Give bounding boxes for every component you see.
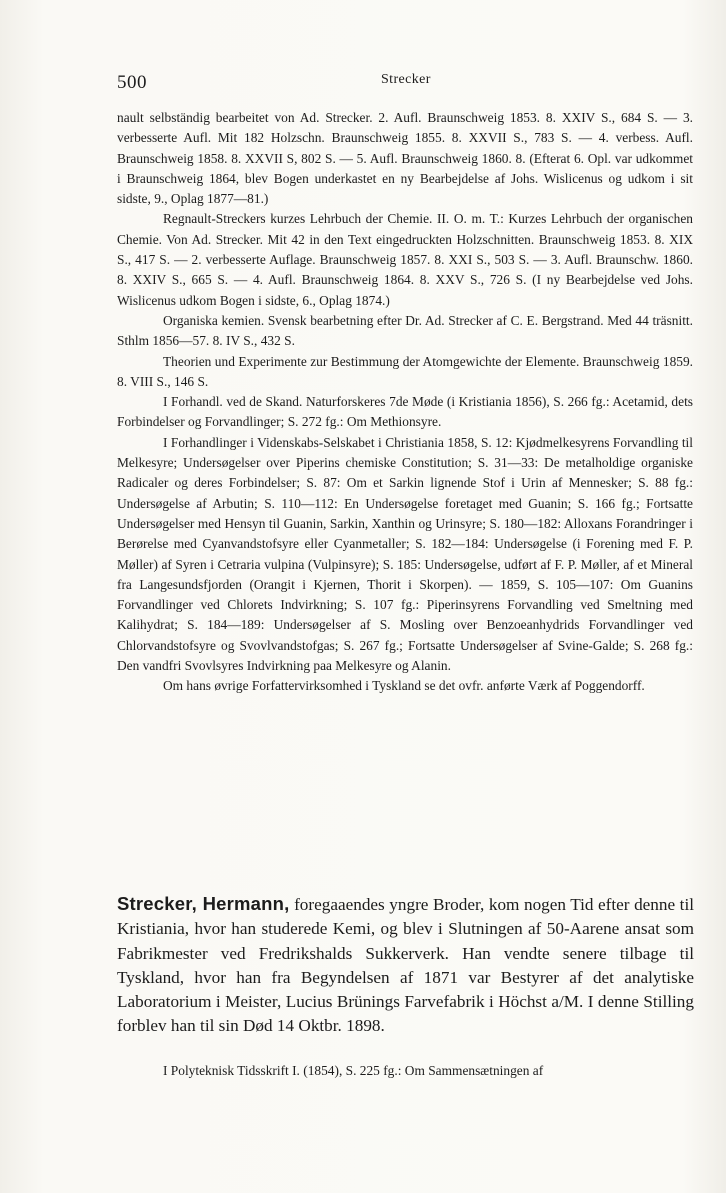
paragraph-theorien: Theorien und Experimente zur Bestimmung der Atomgewichte der Elemente. Braunschweig 1859. 8. VIII S., 146 S. [117, 353, 693, 389]
paragraph-lehrbuch: Regnault-Streckers kurzes Lehrbuch der Chemie. II. O. m. T.: Kurzes Lehrbuch der organischen Chemie. Von Ad. Strecker. Mit 42 in den Text eingedruckten Holzschnitten. Braunschweig 1853. 8. XIX S., 417 S. — 2. verbesserte Auflage. Braunschweig 1857. 8. XXI S., 503 S. — 3. Aufl. Braunschw. 1860. 8. XXIV S., 665 S. — 4. Aufl. Braunschweig 1864. 8. XXV S., 726 S. (I ny Bearbejdelse ved Johs. Wislicenus udkom Bogen i sidste, 6., Oplag 1874.) [117, 211, 693, 308]
page-number: 500 [117, 72, 147, 93]
page-header [117, 72, 692, 96]
paragraph-continuation: nault selbständig bearbeitet von Ad. Strecker. 2. Aufl. Braunschweig 1853. 8. XXIV S., 684 S. — 3. verbesserte Aufl. Mit 182 Holzschn. Braunschweig 1855. 8. XXVII S., 783 S. — 4. verbess. Aufl. Braunschweig 1858. 8. XXVII S, 802 S. — 5. Aufl. Braunschweig 1860. 8. (Efterat 6. Opl. var udkommet i Braunschweig 1864, blev Bogen underkastet en ny Bearbejdelse af Johs. Wislicenus og udkom i sit sidste, 9., Oplag 1877—81.) [117, 110, 693, 207]
paragraph-poggendorff: Om hans øvrige Forfattervirksomhed i Tyskland se det ovfr. anførte Værk af Poggendorff. [163, 678, 645, 694]
entry-heading: Strecker, Hermann, [117, 893, 290, 914]
paragraph-forhandlinger-videnskabs: I Forhandlinger i Videnskabs-Selskabet i Christiania 1858, S. 12: Kjødmelkesyrens Forvandling til Melkesyre; Undersøgelser over Piperins chemiske Constitution; S. 31—33: De metalholdige organiske Radicaler og deres Forbindelser; S. 87: Om et Sarkin lignende Stof i Urin af Mennesker; S. 88 fg.: Undersøgelse af Arbutin; S. 110—112: En Undersøgelse foretaget med Guanin; S. 166 fg.; Fortsatte Undersøgelser med Hensyn til Guanin, Sarkin, Xanthin og Urinsyre; S. 180—182: Alloxans Forandringer i Berørelse med Cyanvandstofsyre eller Cyanmetaller; S. 182—184: Undersøgelse (i Forening med F. P. Møller) af Syren i Cetraria vulpina (Vulpinsyre); S. 185: Undersøgelse, udført af F. P. Møller, af et Mineral fra Langesundsfjorden (Orangit i Kjernen, Thorit i Skorpen). — 1859, S. 105—107: Om Guanins Forvandlinger ved Chlorets Indvirkning; S. 107 fg.: Piperinsyrens Forvandling ved Smeltning med Kalihydrat; S. 184—189: Undersøgelser af S. Mosling over Benzoeanhydrids Forvandlinger ved Chlorvandstofsyre og Svovlvandstofgas; S. 267 fg.; Fortsatte Undersøgelser af Svine-Galde; S. 268 fg.: Den vandfri Svovlsyres Indvirkning paa Melkesyre og Alanin. [117, 434, 693, 674]
bibliography-body [117, 108, 693, 697]
entry-paragraph [117, 892, 694, 1039]
entry-references [117, 1061, 694, 1081]
running-head: Strecker [381, 72, 431, 87]
paragraph-forhandl-naturforskeres: I Forhandl. ved de Skand. Naturforskeres 7de Møde (i Kristiania 1856), S. 266 fg.: Acetamid, dets Forbindelser og Forvandlinger; S. 272 fg.: Om Methionsyre. [117, 394, 693, 430]
entry-strecker-hermann [117, 892, 694, 1039]
entry-text: foregaaendes yngre Broder, kom nogen Tid efter denne til Kristiania, hvor han studerede Kemi, og blev i Slutningen af 50-Aarene ansat som Fabrikmester ved Fredrikshalds Sukkerverk. Han vendte senere tilbage til Tyskland, hvor han fra Begyndelsen af 1871 var Bestyrer af det analytiske Laboratorium i Meister, Lucius Brünings Farvefabrik i Höchst a/M. I denne Stilling forblev han til sin Død 14 Oktbr. 1898. [117, 895, 695, 1036]
paragraph-organiska-kemien: Organiska kemien. Svensk bearbetning efter Dr. Ad. Strecker af C. E. Bergstrand. Med 44 träsnitt. Sthlm 1856—57. 8. IV S., 432 S. [117, 312, 693, 349]
reference-polyteknisk: I Polyteknisk Tidsskrift I. (1854), S. 225 fg.: Om Sammensætningen af [163, 1063, 544, 1078]
